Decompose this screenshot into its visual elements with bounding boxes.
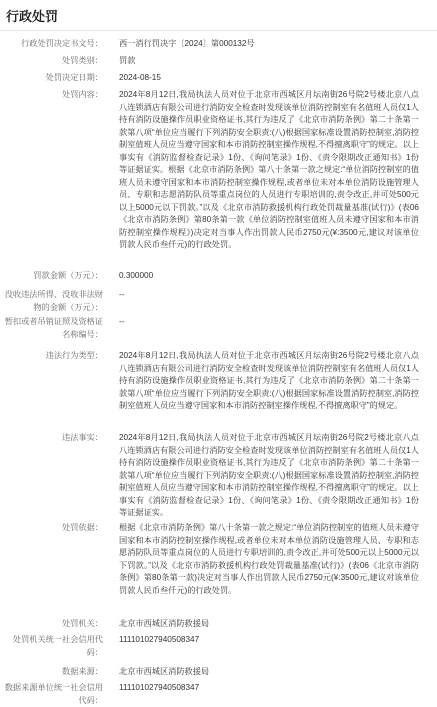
field-label: 处罚内容： xyxy=(62,90,103,99)
field-value: 2024年8月12日,我局执法人员对位于北京市西城区月坛南街26号院2号楼北京八点八连锁酒店有限公司进行消防安全检查时发现该单位消防控制室有名值班人员仅1人持有消防设施操作员职业资格证书,其行为违反了《北京市消防条例》第二十条第一款第八项“单位应当履行下列消防安全职责:(八)根据国家标准设置消防控制室,消防控制室值班人员应当遵守国家和本市消防控制室操作规程,不得擅离职守”的规定。以上事实有《消防监督检查记录》1份、《询问笔录》1份、《责令限期改正通知书》1份等证据证实。 xyxy=(119,433,419,517)
field-label: 处罚机关： xyxy=(62,619,103,628)
page-header xyxy=(0,0,437,31)
field-label: 处罚依据： xyxy=(62,523,103,532)
field-value: 2024年8月12日,我局执法人员对位于北京市西城区月坛南街26号院2号楼北京八点八连锁酒店有限公司进行消防安全检查时发现该单位消防控制室有名值班人员仅1人持有消防设施操作员职业资格证书,其行为违反了《北京市消防条例》第二十条第一款第八项“单位应当履行下列消防安全职责:(八)根据国家标准设置消防控制室,消防控制室值班人员应当遵守国家和本市消防控制室操作规程,不得擅离职守”的规定。以上事实有《消防监督检查记录》1份、《询问笔录》1份、《责令限期改正通知书》1份等证据证实。根据《北京市消防条例》第八十条第一款之规定:“单位消防控制室的值班人员未遵守国家和本市消防控制室操作规程,或者单位未对本单位消防设施管理人员、专职和志愿消防队员等重点岗位的人员进行专职培训的,责令改正,并可处500元以上5000元以下罚款。”以及《北京市消防救援机构行政处罚裁量基准(试行)》(表06《北京市消防条例》第80条第一款《单位消防控制室值班人员未遵守国家和本市消防控制室操作规程》)决定对当事人作出罚款人民币2750元(¥:3500元,建议对该单位罚款人民币叁仟元)的行政处罚。 xyxy=(119,90,419,249)
field-label: 违法行为类型： xyxy=(45,351,103,360)
field-value: 111101027940508347 xyxy=(119,683,200,692)
field-label: 处罚决定日期： xyxy=(45,73,103,82)
field-value: 2024年8月12日,我局执法人员对位于北京市西城区月坛南街26号院2号楼北京八点八连锁酒店有限公司进行消防安全检查时发现该单位消防控制室有名值班人员仅1人持有消防设施操作员职业资格证书,其行为违反了《北京市消防条例》第二十条第一款第八项“单位应当履行下列消防安全职责:(八)根据国家标准设置消防控制室,消防控制室值班人员应当遵守国家和本市消防控制室操作规程,不得擅离职守”的规定。 xyxy=(119,351,419,410)
field-value: 根据《北京市消防条例》第八十条第一款之规定:“单位消防控制室的值班人员未遵守国家和本市消防控制室操作规程,或者单位未对本单位消防设施管理人员、专职和志愿消防队员等重点岗位的人员进行专职培训的,责令改正,并可处500元以上5000元以下罚款。”以及《北京市消防救援机构行政处罚裁量基准(试行)》(表06《北京市消防条例》第80条第一款)决定对当事人作出罚款人民币2750元(¥:3500元,建议对该单位罚款人民币叁仟元)的行政处罚。 xyxy=(119,523,419,595)
field-value: -- xyxy=(119,317,125,326)
field-value: 111101027940508347 xyxy=(119,635,200,644)
field-label: 没收违法所得、没收非法财物的金额（万元）： xyxy=(4,290,103,312)
field-label: 违法事实： xyxy=(62,433,103,442)
field-label: 数据来源单位统一社会信用代码： xyxy=(4,683,103,705)
page-title: 行政处罚 xyxy=(6,9,59,24)
field-label: 数据来源： xyxy=(62,667,103,676)
field-value: 西一消行罚决字〔2024〕第000132号 xyxy=(119,39,255,48)
field-value: 0.300000 xyxy=(119,271,154,280)
field-value: 北京市西城区消防救援局 xyxy=(119,667,210,676)
field-label: 暂扣或者吊销证照及资格证名称编号： xyxy=(4,317,103,339)
field-label: 罚款金额（万元）： xyxy=(33,271,103,280)
field-value: 北京市西城区消防救援局 xyxy=(119,619,210,628)
field-label: 处罚机关统一社会信用代码： xyxy=(12,635,103,657)
field-label: 行政处罚决定书文号： xyxy=(21,39,103,48)
field-value: -- xyxy=(119,290,125,299)
field-value: 罚款 xyxy=(119,56,136,65)
field-label: 处罚类别： xyxy=(62,56,103,65)
field-value: 2024-08-15 xyxy=(119,73,161,82)
